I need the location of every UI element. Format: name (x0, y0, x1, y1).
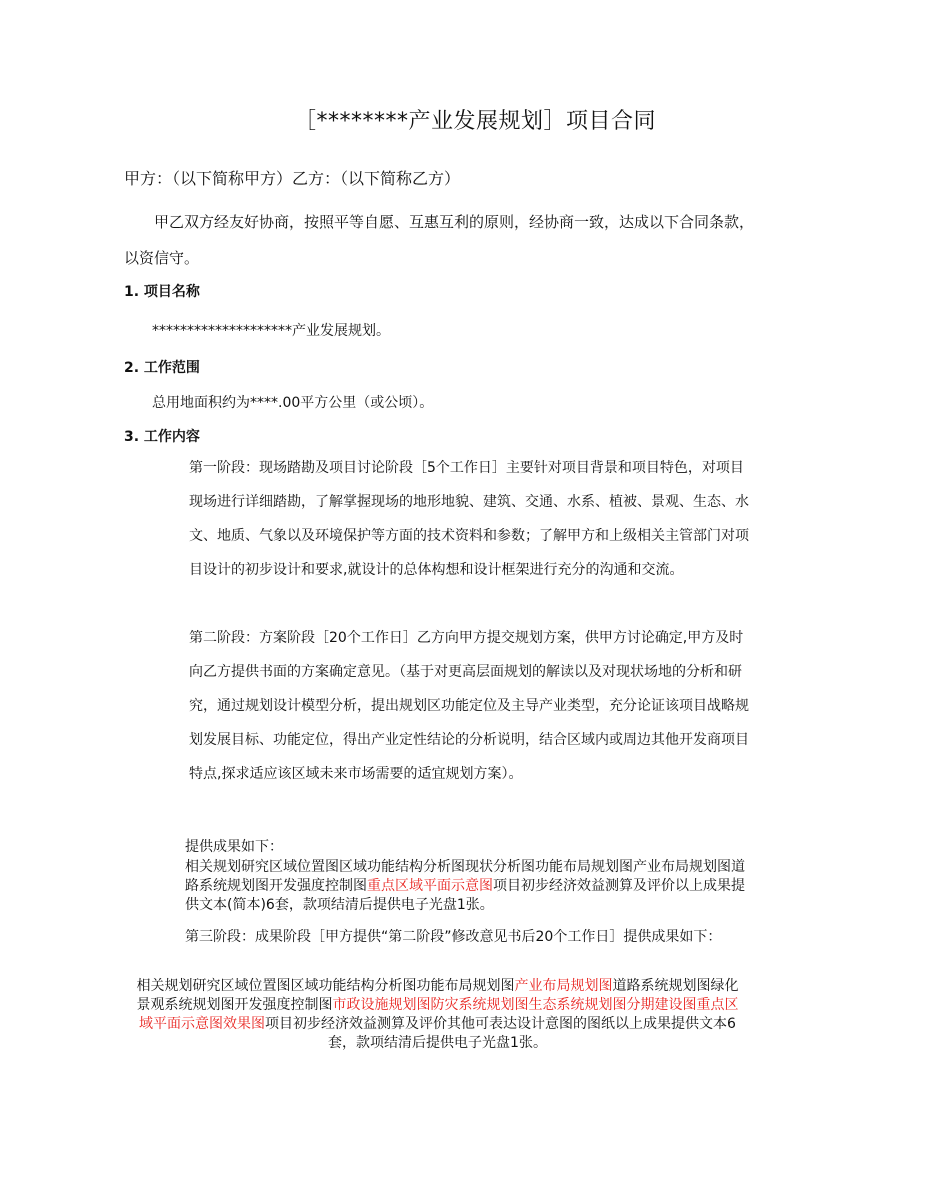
deliverables-2-text-b: 道路系统规划图绿化景观系统规划图开发强度控制图 (136, 978, 739, 1013)
page-title: ［********产业发展规划］项目合同 (293, 109, 656, 134)
deliverables-2-text-a: 相关规划研究区域位置图区域功能结构分析图功能布局规划图 (136, 978, 515, 994)
section-2-heading: 2. 工作范围 (124, 360, 200, 376)
section-1-heading: 1. 项目名称 (124, 284, 200, 300)
deliverables-1-text-b: 项目初步经济效益测算及评价以上成果提供文本(简本)6套，款项结清后提供电子光盘1张。 (185, 878, 745, 913)
stage-2-paragraph: 第二阶段：方案阶段［20个工作日］乙方向甲方提交规划方案，供甲方讨论确定,甲方及时向乙方提供书面的方案确定意见。（基于对更高层面规划的解读以及对现状场地的分析和研究，通过规划设计模型分析，提出规划区功能定位及主导产业类型，充分论证该项目战略规划发展目标、功能定位，得出产业定性结论的分析说明，结合区域内或周边其他开发商项目特点,探求适应该区域未来市场需要的适宜规划方案）。 (189, 630, 749, 782)
deliverables-1-text-a: 相关规划研究区域位置图区域功能结构分析图现状分析图功能布局规划图产业布局规划图道路系统规划图开发强度控制图 (185, 859, 745, 894)
stage-3-paragraph: 第三阶段：成果阶段［甲方提供“第二阶段”修改意见书后20个工作日］提供成果如下： (185, 929, 722, 945)
intro-paragraph: 甲乙双方经友好协商，按照平等自愿、互惠互利的原则，经协商一致，达成以下合同条款，以资信守。 (124, 213, 755, 267)
stage-1-paragraph: 第一阶段：现场踏勘及项目讨论阶段［5个工作日］主要针对项目背景和项目特色，对项目现场进行详细踏勘，了解掌握现场的地形地貌、建筑、交通、水系、植被、景观、生态、水文、地质、气象以及环境保护等方面的技术资料和参数；了解甲方和上级相关主管部门对项目设计的初步设计和要求,就设计的总体构想和设计框架进行充分的沟通和交流。 (189, 460, 749, 578)
deliverables-2-text-c: 项目初步经济效益测算及评价其他可表达设计意图的图纸以上成果提供文本6套，款项结清后提供电子光盘1张。 (265, 1016, 736, 1051)
deliverables-1-highlight: 重点区域平面示意图 (367, 878, 493, 894)
project-name: ********************产业发展规划。 (152, 323, 390, 339)
parties-line: 甲方：（以下简称甲方）乙方：（以下简称乙方） (124, 169, 461, 188)
work-scope: 总用地面积约为****.00平方公里（或公顷）。 (152, 395, 434, 411)
deliverables-1-label: 提供成果如下： (185, 839, 283, 855)
deliverables-2-highlight-2: 市政设施规划图防灾系统规划图生态系统规划图分期建设图重点区域平面示意图效果图 (139, 997, 739, 1032)
deliverables-2-highlight-1: 产业布局规划图 (514, 978, 613, 994)
section-3-heading: 3. 工作内容 (124, 429, 200, 445)
deliverables-2-list (130, 977, 745, 1053)
deliverables-1-list (185, 858, 745, 915)
